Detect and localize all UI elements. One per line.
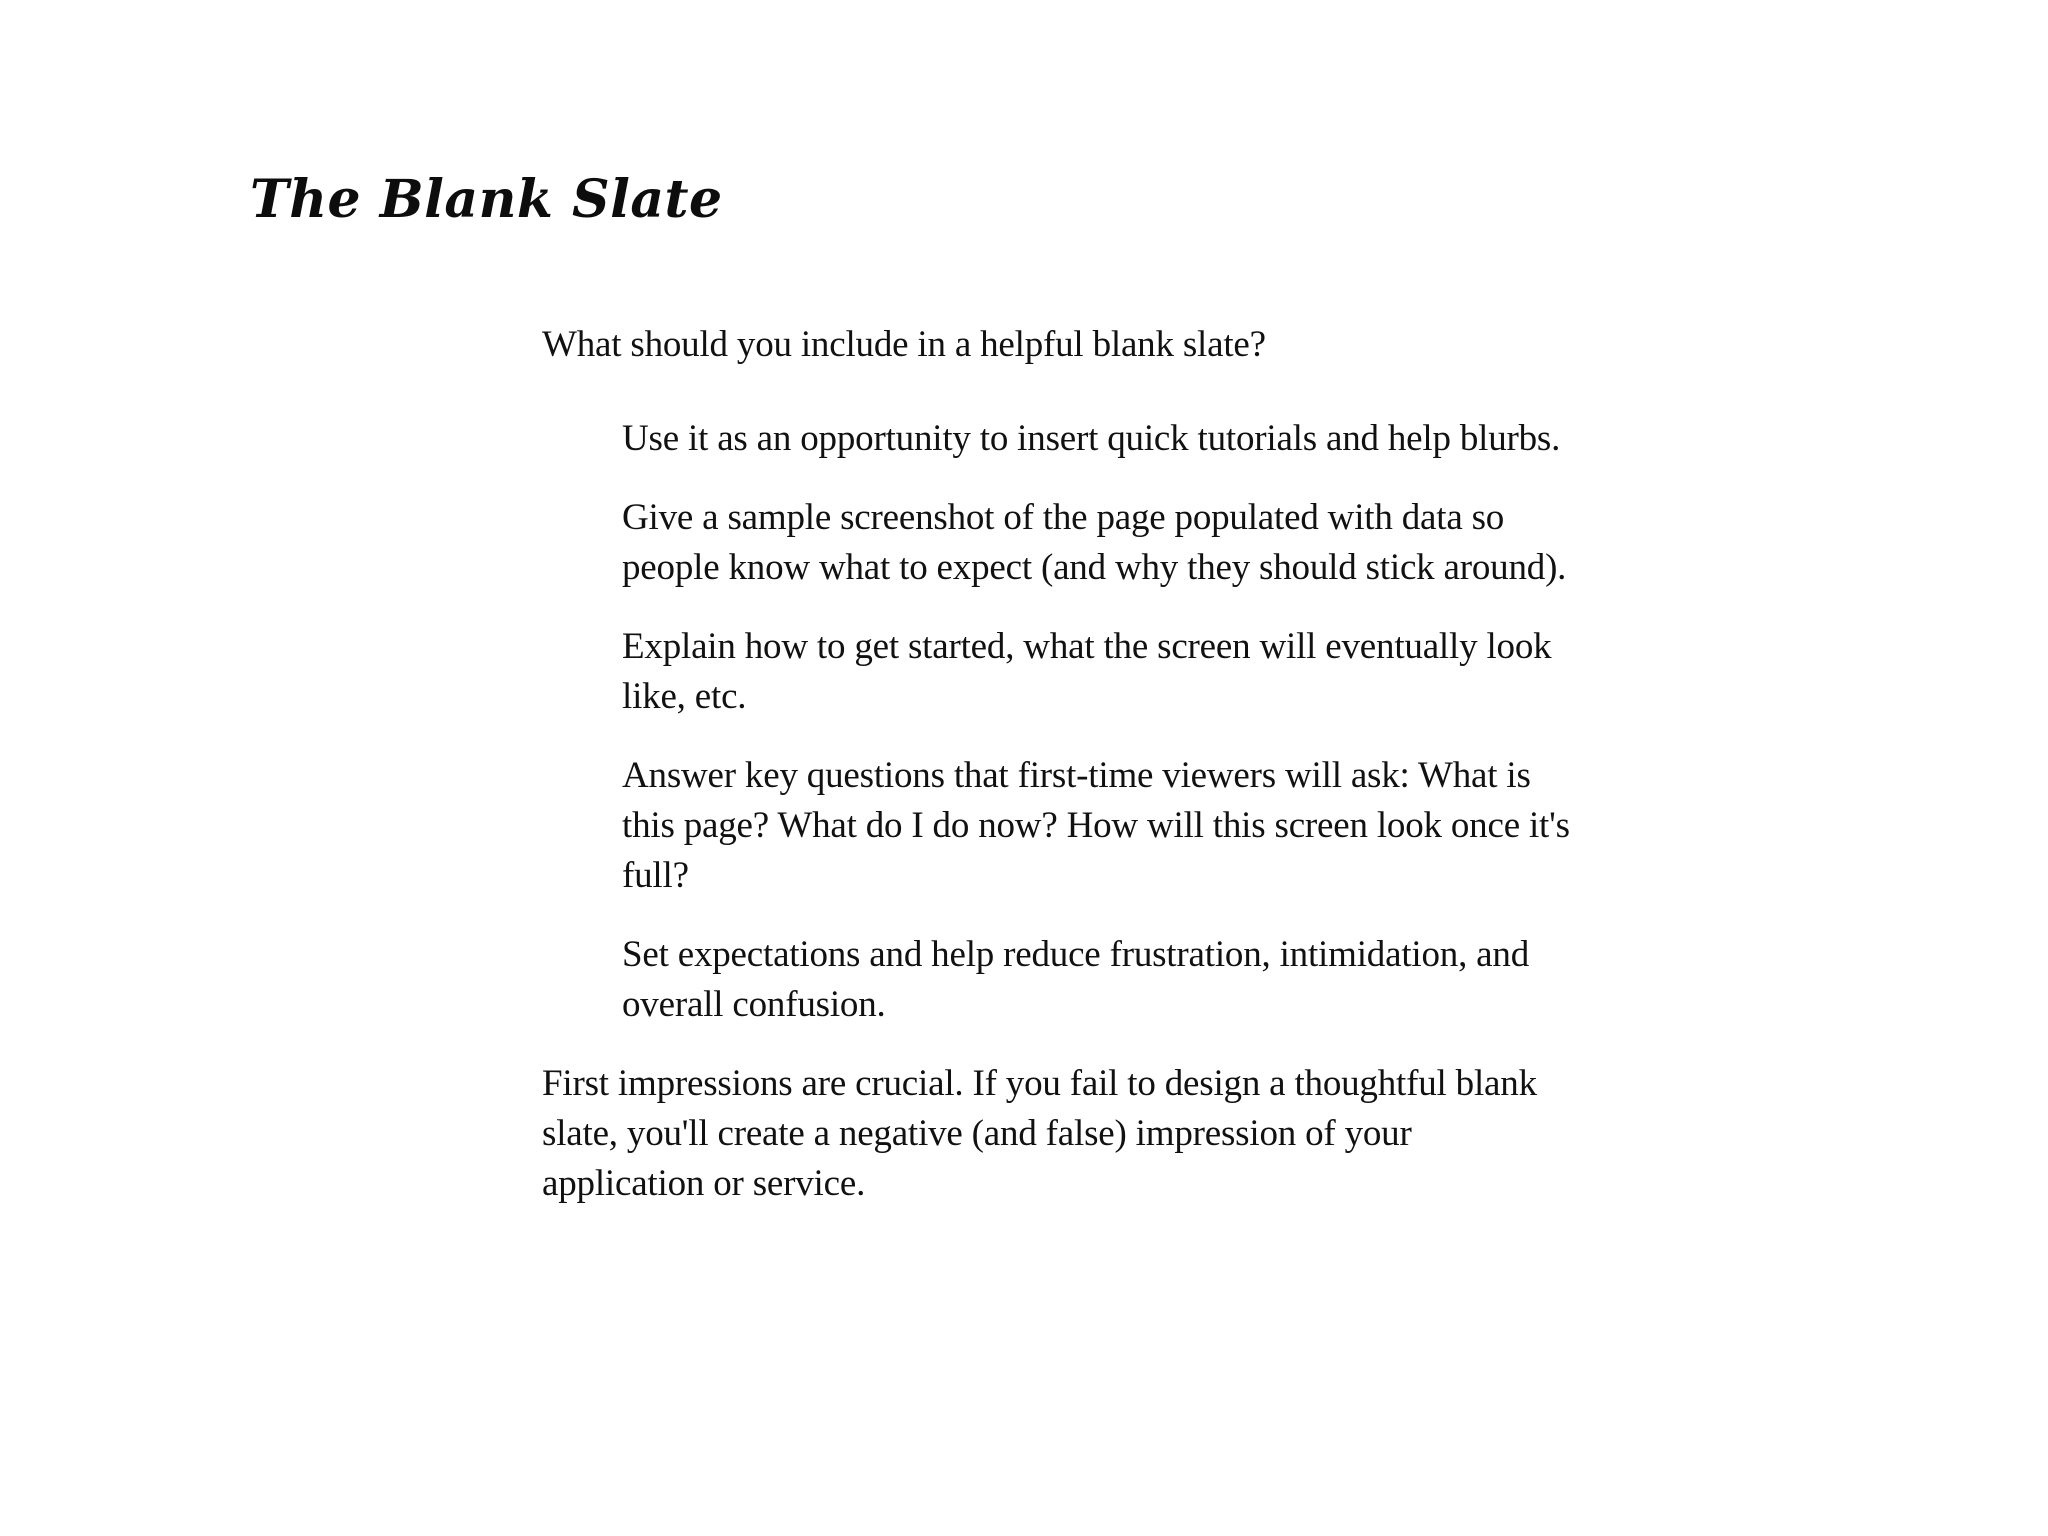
closing-paragraph: First impressions are crucial. If you fail to design a thoughtful blank slate, you'll create a negative (and false) impression of your application or service. — [542, 1063, 1537, 1204]
tip-item: Explain how to get started, what the screen will eventually look like, etc. — [622, 626, 1552, 717]
document-body — [542, 320, 1582, 1209]
tip-item: Use it as an opportunity to insert quick tutorials and help blurbs. — [622, 418, 1561, 459]
tip-item: Answer key questions that first-time viewers will ask: What is this page? What do I do now? How will this screen look once it's full? — [622, 755, 1570, 896]
tips-list — [622, 414, 1582, 1030]
page-title: The Blank Slate — [250, 169, 723, 230]
intro-paragraph: What should you include in a helpful blank slate? — [542, 324, 1266, 365]
tip-item: Set expectations and help reduce frustration, intimidation, and overall confusion. — [622, 934, 1529, 1025]
tip-item: Give a sample screenshot of the page populated with data so people know what to expect (and why they should stick around). — [622, 497, 1567, 588]
